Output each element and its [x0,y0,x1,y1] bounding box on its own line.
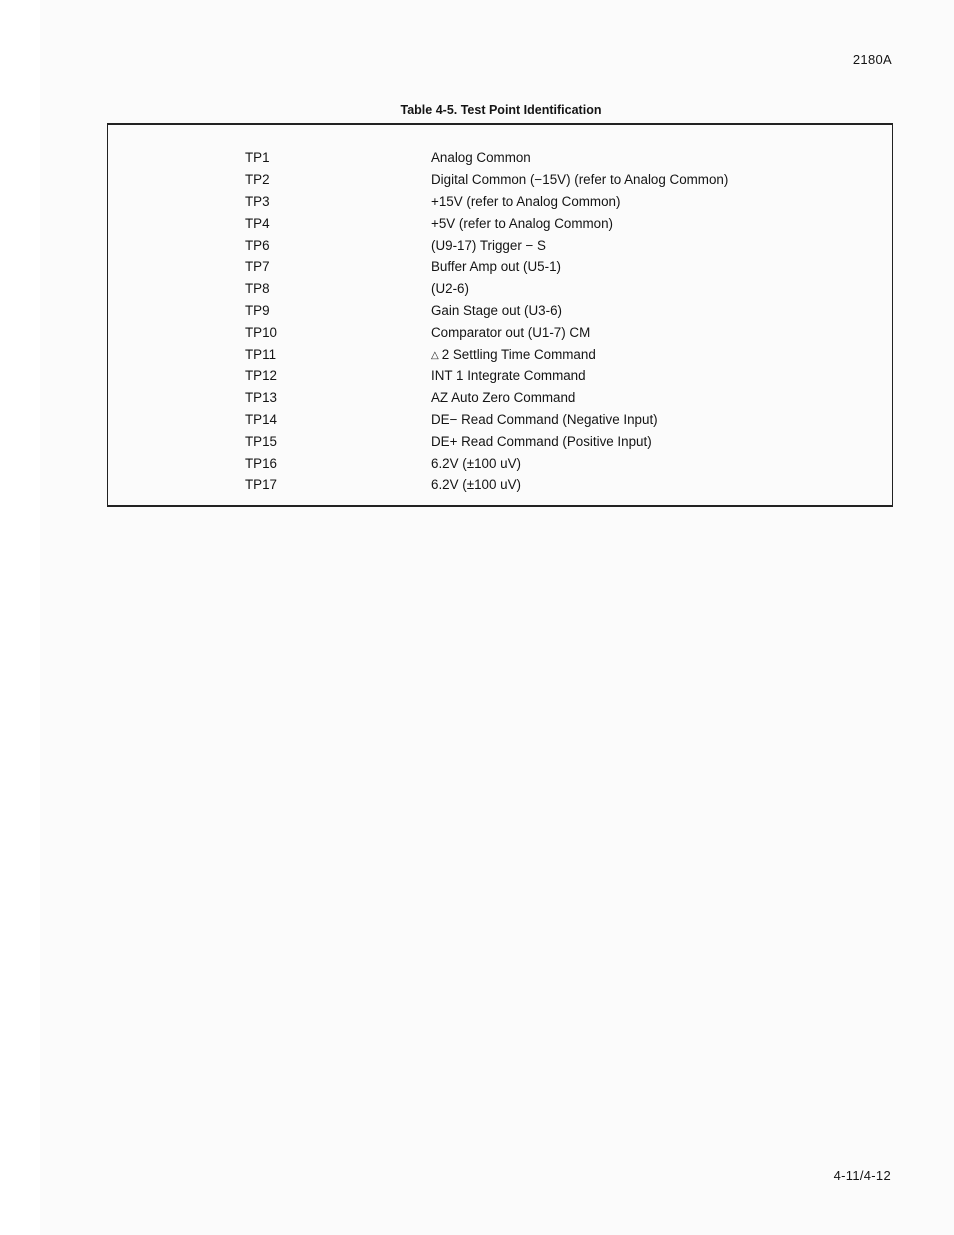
table-row [108,191,728,213]
test-point-label: TP6 [245,237,270,253]
table-row [108,409,728,431]
test-point-label: TP14 [245,411,278,427]
table-row [108,452,728,474]
test-point-description: 6.2V (±100 uV) [431,455,521,471]
test-point-description: INT 1 Integrate Command [431,368,586,384]
test-point-description: Buffer Amp out (U5-1) [431,259,561,275]
test-point-label: TP12 [245,368,278,384]
test-point-description: Analog Common [431,150,531,166]
test-point-label: TP9 [245,302,270,318]
test-point-description: Gain Stage out (U3-6) [431,302,562,318]
test-point-description: (U9-17) Trigger − S [431,237,546,253]
test-point-description: DE− Read Command (Negative Input) [431,411,658,427]
test-point-description: +5V (refer to Analog Common) [431,215,613,231]
test-point-description-text: 2 Settling Time Command [441,346,596,362]
test-point-description: DE+ Read Command (Positive Input) [431,433,652,449]
test-point-description: Comparator out (U1-7) CM [431,324,591,340]
test-point-label: TP10 [245,324,278,340]
test-point-label: TP11 [245,346,277,362]
table-row [108,256,728,278]
test-point-label: TP8 [245,281,270,297]
document-id: 2180A [852,52,892,67]
test-point-label: TP17 [245,477,278,493]
table-row [108,212,728,234]
table-row [108,474,728,496]
test-point-label: TP1 [245,150,270,166]
table-row [108,430,728,452]
test-point-description: +15V (refer to Analog Common) [431,193,621,209]
table-row [108,278,728,300]
test-point-label: TP7 [245,259,270,275]
table-row [108,387,728,409]
table-row [108,321,728,343]
table-row [108,365,728,387]
table-row [108,300,728,322]
test-point-label: TP4 [245,215,270,231]
delta-triangle-icon: △ [431,349,439,361]
test-point-description: (U2-6) [431,281,469,297]
table-row [108,343,728,365]
test-point-label: TP13 [245,390,278,406]
table-caption: Table 4-5. Test Point Identification [400,103,602,117]
test-point-label: TP15 [245,433,278,449]
test-point-table [108,147,728,496]
table-row [108,147,728,169]
test-point-description: Digital Common (−15V) (refer to Analog Common) [431,172,729,188]
page-number: 4-11/4-12 [833,1168,891,1183]
test-point-label: TP3 [245,193,270,209]
test-point-description: AZ Auto Zero Command [431,390,576,406]
table-row [108,169,728,191]
test-point-description: 6.2V (±100 uV) [431,477,521,493]
test-point-label: TP16 [245,455,278,471]
table-row [108,234,728,256]
test-point-label: TP2 [245,172,270,188]
test-point-table-frame [107,123,893,507]
test-point-description [401,343,728,365]
